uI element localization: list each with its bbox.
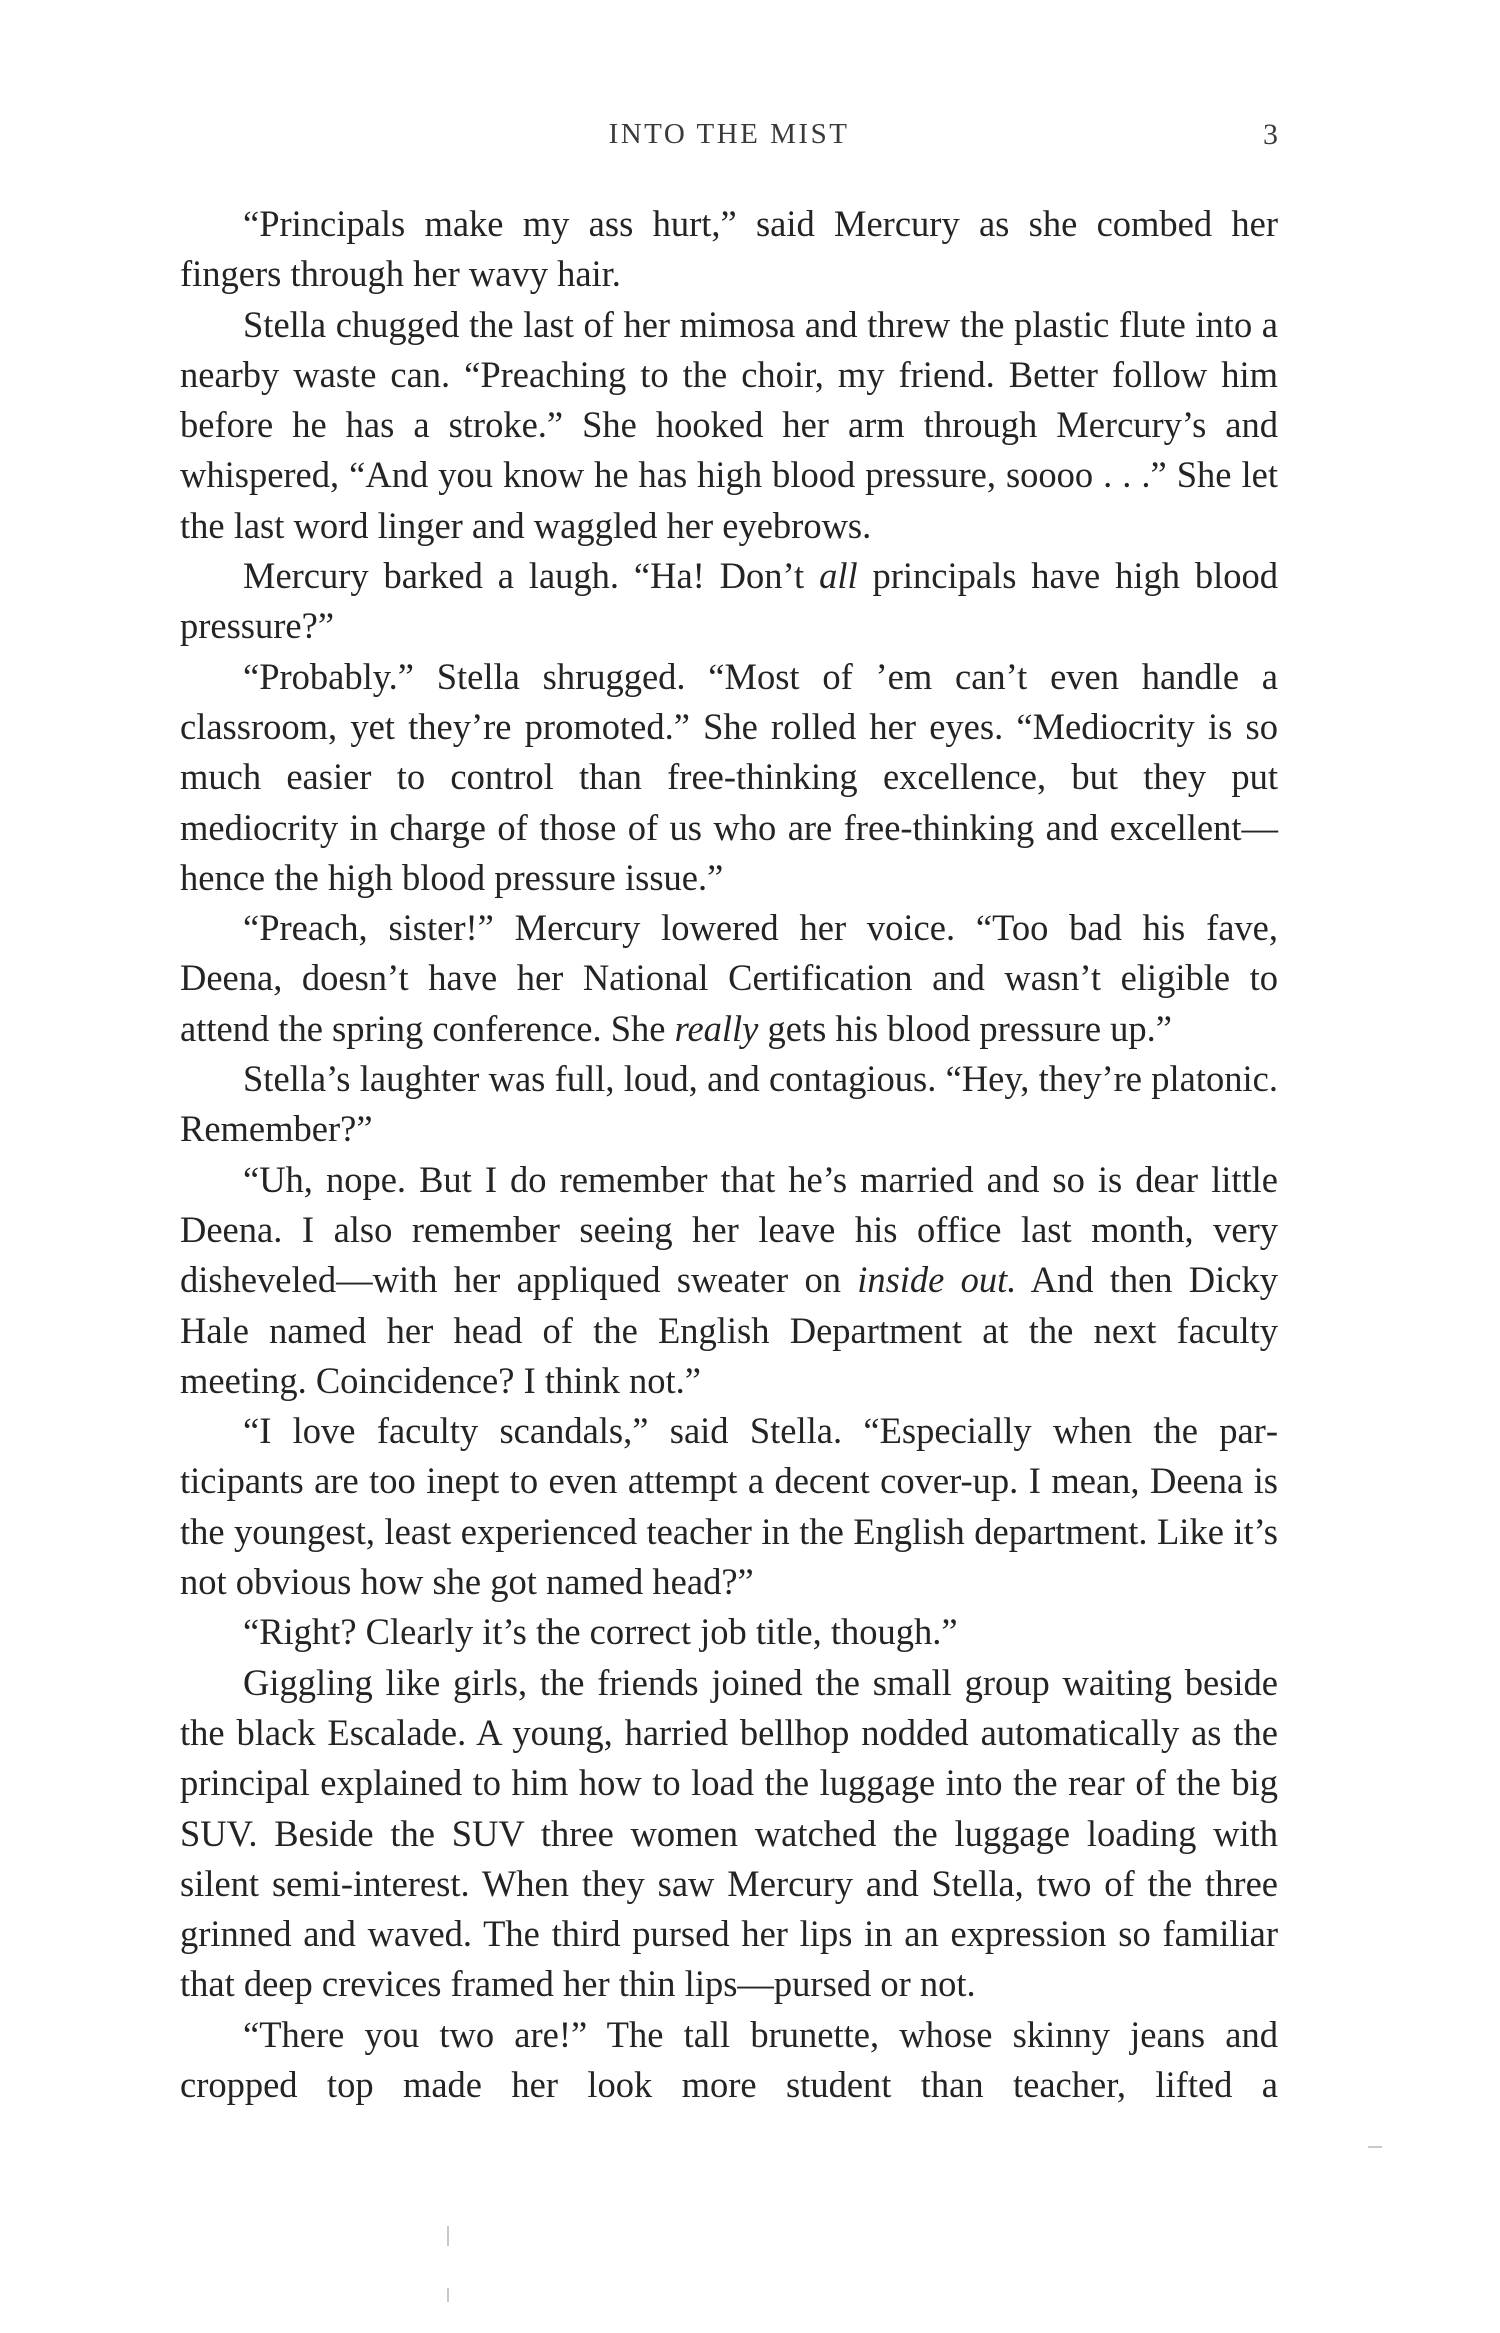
paragraph: Giggling like girls, the friends joined the small group waiting beside the black Escalade. A young, harried bellhop nodded automatically as the principal explained to him how to load the luggage into the rear of the big SUV. Beside the SUV three women watched the luggage loading with silent semi-interest. When they saw Mercury and Stella, two of the three grinned and waved. The third pursed her lips in an expression so familiar that deep crevices framed her thin lips—pursed or not. <box>180 1661 1278 2005</box>
paragraph: “Principals make my ass hurt,” said Mercury as she combed her fingers through her wavy hair. <box>180 203 1278 295</box>
scan-speck <box>447 2288 449 2302</box>
paragraph: “Preach, sister!” Mercury lowered her voice. “Too bad his fave, Deena, doesn’t have her National Certification and wasn’t eligible to attend the spring conference. She really gets his blood pressure up.” <box>180 907 1278 1049</box>
scan-speck <box>1368 2146 1382 2148</box>
running-title: INTO THE MIST <box>608 118 850 150</box>
paragraph: “Probably.” Stella shrugged. “Most of ’em can’t even handle a classroom, yet they’re promoted.” She rolled her eyes. “Mediocrity is so much easier to control than free-thinking excellence, but they put mediocrity in charge of those of us who are free-thinking and excellent—hence the high blood pressure issue.” <box>180 655 1278 898</box>
paragraph: Stella’s laughter was full, loud, and contagious. “Hey, they’re platonic. Remember?” <box>180 1058 1278 1150</box>
page-number: 3 <box>1263 118 1278 151</box>
paragraph: Mercury barked a laugh. “Ha! Don’t all principals have high blood pressure?” <box>180 555 1278 647</box>
paragraph: “There you two are!” The tall brunette, whose skinny jeans and cropped top made her look more student than teacher, lifted a <box>180 2013 1278 2105</box>
running-head <box>180 118 1278 158</box>
emphasis: all <box>819 555 858 597</box>
body-text <box>180 199 1278 2110</box>
scan-speck <box>447 2226 449 2246</box>
paragraph: “I love faculty scandals,” said Stella. “Especially when the participants are too inept to even attempt a decent cover-up. I mean, Deena is the youngest, least experienced teacher in the English department. Like it’s not obvious how she got named head?” <box>180 1410 1278 1603</box>
paragraph: “Uh, nope. But I do remember that he’s married and so is dear little Deena. I also remember seeing her leave his office last month, very disheveled—with her appliqued sweater on inside out. And then Dicky Hale named her head of the English Department at the next faculty meeting. Coincidence? I think not.” <box>180 1158 1279 1401</box>
emphasis: really <box>674 1007 759 1049</box>
paragraph: “Right? Clearly it’s the correct job title, though.” <box>243 1611 958 1653</box>
emphasis: inside out. <box>857 1259 1017 1301</box>
paragraph: Stella chugged the last of her mimosa and threw the plastic flute into a nearby waste can. “Preaching to the choir, my friend. Better follow him before he has a stroke.” She hooked her arm through Mercury’s and whispered, “And you know he has high blood pressure, soooo . . .” She let the last word linger and waggled her eyebrows. <box>180 303 1278 546</box>
